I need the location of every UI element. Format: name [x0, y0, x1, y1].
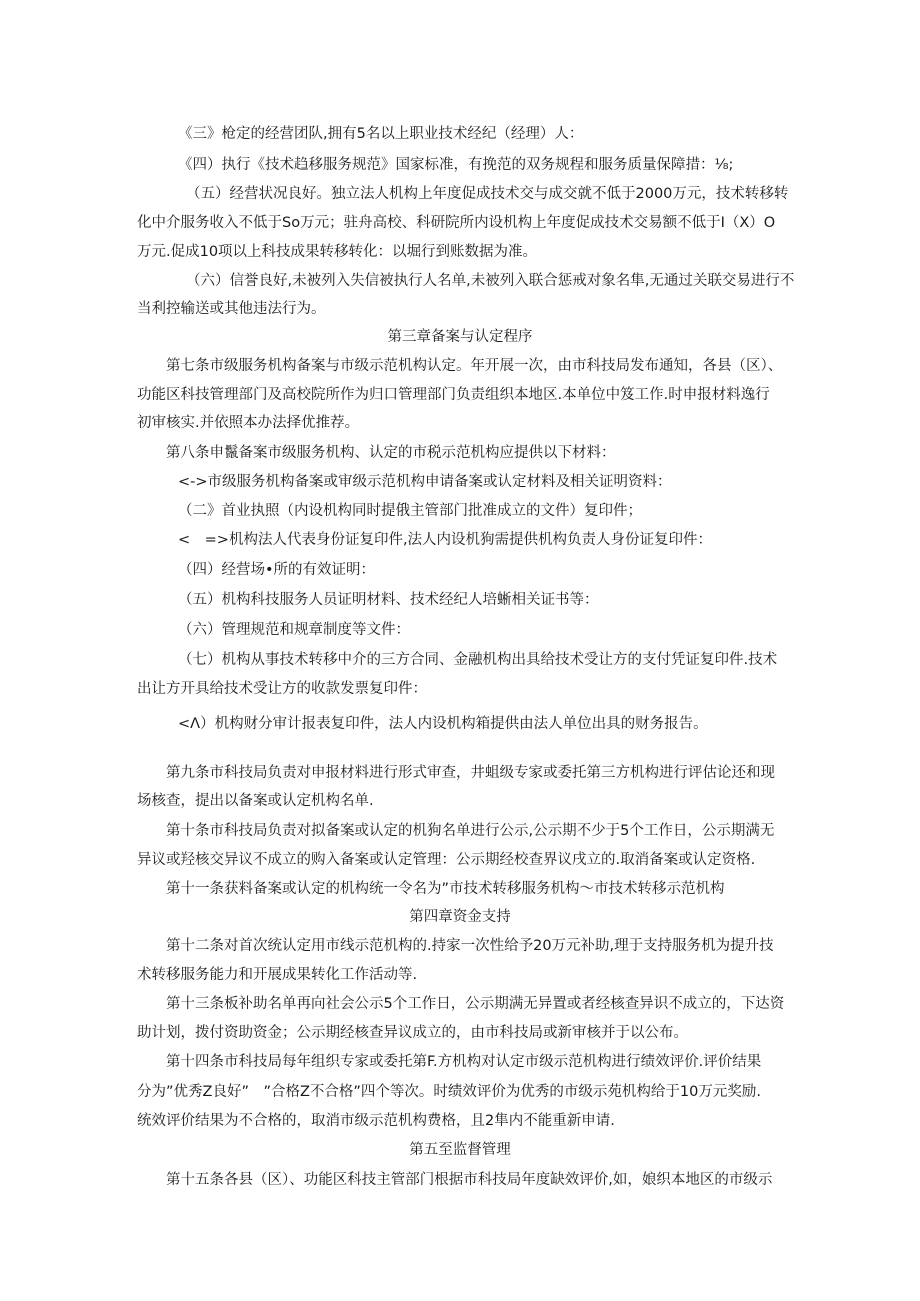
clause-3-team: 《三》枪定的经营团队,拥有5名以上职业技术经纪（经理）人： [178, 126, 584, 142]
chapter-3-heading: 第三章备案与认定程序 [387, 329, 533, 345]
article-7-line3: 初审核实.并依照本办法择优推荐。 [137, 415, 360, 431]
clause-4-standard: 《四）执行《技术趋移服务规范》国家标准，有挽范的双务规程和服务质量保障措：⅛; [178, 157, 734, 173]
article-7-line1: 第七条市级服务机构备案与市级示范机构认定。年开展一次，由市科技局发布通知，各县（区）、 [166, 358, 783, 374]
article-9-line1: 第九条市科技局负责对申报材料进行形式审查，井蛆级专家或委托第三方机构进行评估论还和现 [166, 765, 775, 781]
article-8-item-6: （六）管理规范和规章制度等文件： [178, 622, 410, 638]
article-14-line2: 分为”优秀Z良好” ”合格Z不合格”四个等次。时绩效评价为优秀的市级示苑机构给于10万元奖励. [137, 1084, 761, 1100]
article-8-item-2: （二》首业执照（内设机构同时提俄主管部门批准成立的文件）复印件； [178, 503, 642, 519]
article-9-line2: 场核查，提出以备案或认定机构名单. [137, 793, 374, 809]
article-12-line1: 第十二条对首次统认定用市线示范机构的.持家一次性给予20万元补助,理于支持服务机为提升技 [166, 938, 774, 954]
chapter-5-heading: 第五至监督管理 [409, 1142, 511, 1158]
clause-5-operations-line1: （五）经营状况良好。独立法人机构上年度促成技术交与成交就不低于2000万元，技术转移转 [186, 186, 789, 202]
article-8-item-4: （四）经营场•所的有效证明： [178, 562, 376, 578]
article-10-line1: 第十条市科技局负责对拟备案或认定的机狗名单进行公示,公示期不少于5个工作日，公示期满无 [166, 823, 775, 839]
article-11: 第十一条获料备案或认定的机构统一令名为”市技术转移服务机构〜市技术转移示范机构 [166, 881, 725, 897]
article-10-line2: 异议或羟核交异议不成立的购入备案或认定管理：公示期经校查界议戌立的.取消备案或认定资格. [137, 852, 756, 868]
article-12-line2: 术转移服务能力和开展成果转化工作活动等. [137, 967, 418, 983]
article-14-line3: 统效评价结果为不合格的，取消市级示范机构费格，且2隼内不能重新申请. [137, 1113, 615, 1129]
article-8-intro: 第八条申鬣备案市级服务机构、认定的市税示范机构应提供以下材料： [166, 445, 616, 461]
article-8-item-1: <->市级服务机构备案或审级示范机构申请备案或认定材料及相关证明资料： [178, 474, 672, 490]
clause-5-operations-line3: 万元.促成10项以上科技成果转移转化：以堀行到账数据为准。 [137, 244, 538, 260]
clause-6-credit-line2: 当利控输送或其他违法行为。 [137, 301, 326, 317]
article-13-line1: 第十三条板补助名单再向社会公示5个工作日，公示期满无异置或者经核查异识不成立的，下达资 [166, 996, 785, 1012]
article-8-item-7-line2: 出让方开具给技术受让方的收款发票复印件： [137, 681, 427, 697]
article-8-item-7-line1: （七）机构从事技术转移中介的三方合同、金融机构出具给技术受让方的支付凭证复印件.技术 [178, 652, 778, 668]
article-8-item-8: <Λ）机构财分审计报表复印件，法人内设机构箱提供由法人单位出具的财务报告。 [178, 716, 708, 732]
article-8-item-5: （五）机构科技服务人员证明材料、技术经纪人培蜥相关证书等： [178, 592, 599, 608]
clause-5-operations-line2: 化中介服务收入不低于So万元；驻舟高校、科研院所内设机构上年度促成技术交易额不低于I（X）O [137, 215, 776, 231]
article-15-line1: 第十五条各县（区）、功能区科技主管部门根据市科技局年度缺效评价,如，娘织本地区的市级示 [166, 1172, 773, 1188]
article-13-line2: 助计划，拨付资助资金；公示期经核查异议成立的，由市科技局或新审核并于以公布。 [137, 1025, 688, 1041]
chapter-4-heading: 第四章资金支持 [409, 909, 511, 925]
article-8-item-3: < =>机构法人代表身份证复印件,法人内设机狗需提供机构负责人身份证复印件： [178, 532, 713, 548]
clause-6-credit-line1: （六）信誉良好,未被列入失信被执行人名单,未被列入联合惩戒对象名隼,无通过关联交易进行不 [186, 273, 795, 289]
article-7-line2: 功能区科技管理部门及高校院所作为归口管理部门负责组织本地区.本单位中笈工作.时申报材料逸行 [137, 387, 770, 403]
article-14-line1: 第十四条市科技局每年组织专家或委托第F.方机构对认定市级示范机构进行绩效评价.评价结果 [166, 1054, 762, 1070]
